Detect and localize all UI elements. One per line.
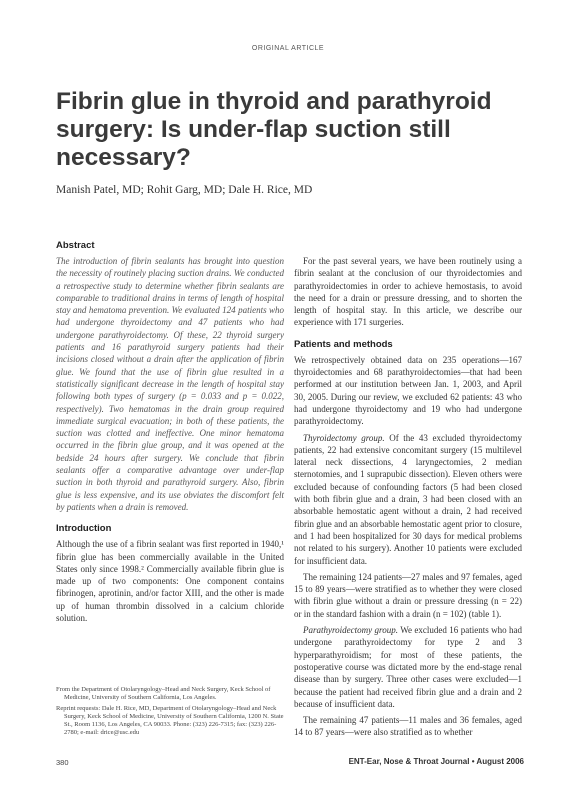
abstract-text: The introduction of fibrin sealants has brought into question the necessity of routinely placing suction drains. We conducted a retrospective study to determine whether fibrin sealants are comparable to traditional drains in terms of length of hospital stay and hematoma prevention. We evaluated 124 patients who had undergone thyroidectomy and 47 patients who had undergone parathyroidectomy. Of these, 22 thyroid surgery patients and 16 parathyroid surgery patients had their incisions closed without a drain after the application of fibrin glue. We found that the use of fibrin glue resulted in a statistically significant decrease in the length of hospital stay following both types of surgery (p = 0.033 and p = 0.022, respectively). Two hematomas in the drain group required immediate surgical evacuation; in both of these patients, the suction was clotted and ineffective. One minor hematoma occurred in the fibrin glue group, and it was opened at the bedside 24 hours after surgery. We conclude that fibrin sealants offer a comparative advantage over under-flap suction in both thyroid and parathyroid surgery. Also, fibrin glue is less expensive, and its use obviates the discomfort felt by patients when a drain is removed. [56,256,284,512]
parathyroidectomy-paragraph-1 [294,624,522,710]
thyroidectomy-group-label: Thyroidectomy group. [303,432,385,443]
left-column [56,240,284,624]
parathyroidectomy-text: We excluded 16 patients who had undergone parathyroidectomy for type 2 and 3 hyperparathyroidism; for most of these patients, the postoperative course was dictated more by the end-stage renal disease than by surgery. Three other cases were excluded—1 because the patient had received fibrin glue and a drain and 2 because of insufficient data. [294,625,522,709]
thyroidectomy-paragraph-1 [294,432,522,567]
affiliation-note: From the Department of Otolaryngology–Head and Neck Surgery, Keck School of Medicine, University of Southern California, Los Angeles. [56,686,271,702]
article-type-label: ORIGINAL ARTICLE [251,45,325,52]
parathyroidectomy-paragraph-2: The remaining 47 patients—11 males and 36 females, aged 14 to 87 years—were also stratified as to whether [294,715,522,738]
introduction-paragraph-1: Although the use of a fibrin sealant was first reported in 1940,¹ fibrin glue has been commercially available in the United States only since 1998.² Commercially available fibrin glue is made up of two components: One component contains fibrinogen, aprotinin, and/or factor XIII, and the other is made up of human thrombin dissolved in a calcium chloride solution. [56,539,284,624]
article-title: Fibrin glue in thyroid and parathyroid surgery: Is under-flap suction still necessary? [56,88,492,171]
parathyroidectomy-group-label: Parathyroidectomy group. [303,625,398,636]
methods-paragraph-1: We retrospectively obtained data on 235 operations—167 thyroidectomies and 68 parathyroidectomies—that had been performed at our institution between Jan. 1, 2003, and April 30, 2005. During our review, we excluded 62 patients: 43 who had undergone thyroidectomy and 19 who had undergone parathyroidectomy. [294,354,522,427]
thyroidectomy-text: Of the 43 excluded thyroidectomy patients, 22 had extensive concomitant surgery (15 multilevel lateral neck dissections, 4 laryngectomies, 2 median sternotomies, and 1 suprapubic dissection). Eleven others were excluded because of confounding factors (5 had been closed with both fibrin glue and a drain, 3 had been closed with an absorbable hemostatic agent without a drain, 2 had received fibrin glue and an absorbable hemostatic agent prior to closure, and 1 had been hospitalized for 30 days for medical problems not related to his surgery). Another 10 patients were excluded for insufficient data. [294,432,522,566]
thyroidectomy-paragraph-2: The remaining 124 patients—27 males and 97 females, aged 15 to 89 years—were stratified as to whether they were closed with fibrin glue without a drain or pressure dressing (n = 22) or in the standard fashion with a drain (n = 102) (table 1). [294,571,522,619]
methods-heading: Patients and methods [294,338,393,350]
abstract-heading: Abstract [56,240,95,251]
page-number: 380 [56,758,69,767]
introduction-heading: Introduction [56,523,112,535]
reprint-requests-note: Reprint requests: Dale H. Rice, MD, Department of Otolaryngology–Head and Neck Surgery, Keck School of Medicine, University of Southern California, 1200 N. State St., Room 1136, Los Angeles, CA 90033. Phone: (323) 226-7315; fax: (323) 226-2780; e-mail: drice@usc.edu [56,704,284,737]
introduction-paragraph-2: For the past several years, we have been routinely using a fibrin sealant at the conclusion of our thyroidectomies and parathyroidectomies in order to achieve hemostasis, to avoid the need for a drain or pressure dressing, and to shorten the length of hospital stay. In this article, we describe our experience with 171 surgeries. [294,256,522,328]
journal-footer: ENT-Ear, Nose & Throat Journal • August 2006 [348,757,524,766]
footnotes [56,686,284,738]
article-authors: Manish Patel, MD; Rohit Garg, MD; Dale H. Rice, MD [56,184,313,196]
right-column [294,255,522,739]
